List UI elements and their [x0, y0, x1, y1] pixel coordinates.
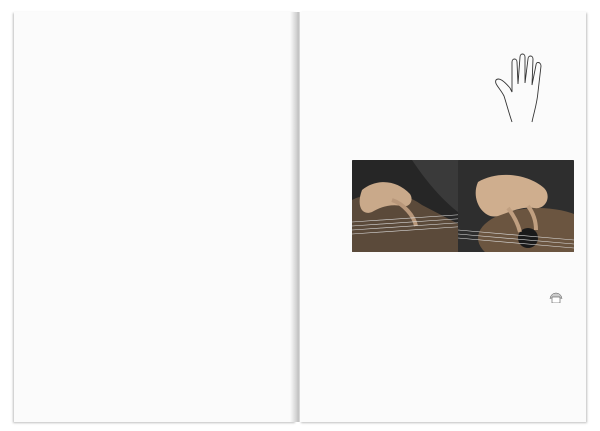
photo-hand-closeup: [352, 160, 470, 252]
photo-guitar-hand: [458, 160, 574, 252]
tablature: [476, 298, 568, 370]
cd-icon: [548, 290, 564, 302]
left-page: [14, 12, 296, 422]
right-page: [300, 12, 586, 422]
right-hand-illustration: [490, 52, 568, 124]
